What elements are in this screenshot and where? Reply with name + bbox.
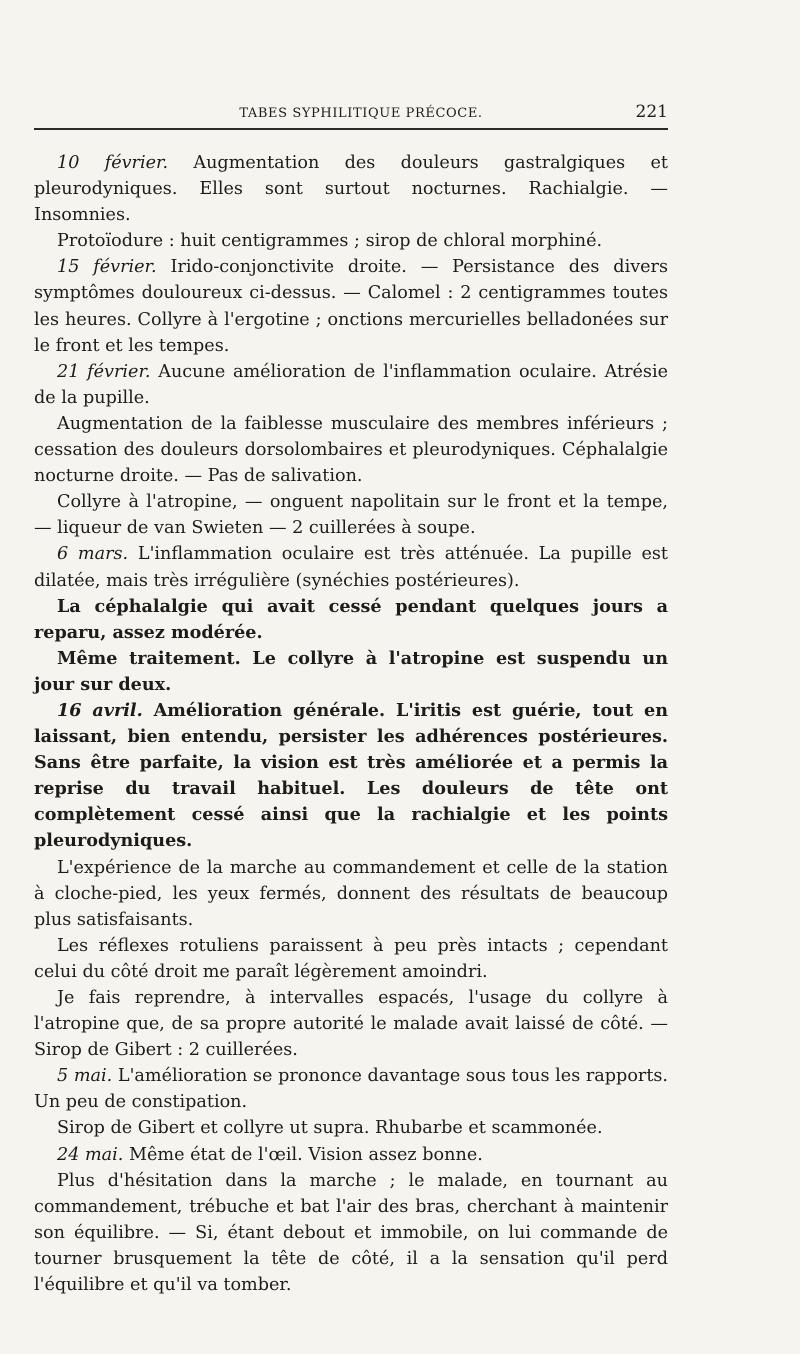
- paragraph: [34, 489, 668, 541]
- paragraph: [34, 933, 668, 985]
- running-header: [34, 100, 668, 130]
- paragraph: [34, 150, 668, 228]
- page-number: 221: [635, 102, 668, 122]
- entry-date: 15 février.: [57, 257, 157, 278]
- paragraph: [34, 411, 668, 489]
- paragraph: [34, 541, 668, 593]
- entry-date: 16 avril.: [57, 699, 143, 721]
- paragraph: [34, 594, 668, 646]
- paragraph-text: Augmentation des douleurs gastralgiques et pleurodyniques. Elles sont surtout nocturnes. Rachialgie. — Insomnies.: [34, 153, 668, 226]
- paragraph-text: L'expérience de la marche au commandement et celle de la station à cloche-pied, les yeux fermés, donnent des résultats de beaucoup plus satisfaisants.: [34, 857, 668, 930]
- paragraph: [34, 698, 668, 855]
- paragraph-text: Collyre à l'atropine, — onguent napolitain sur le front et la tempe, — liqueur de van Swieten — 2 cuillerées à soupe.: [34, 492, 668, 539]
- paragraph: [34, 254, 668, 358]
- entry-date: 6 mars.: [57, 544, 129, 565]
- paragraph-text: Plus d'hésitation dans la marche ; le malade, en tournant au commandement, trébuche et bat l'air des bras, cherchant à maintenir son équilibre. — Si, étant debout et immobile, on lui commande de tourner brusquement la tête de côté, il a la sensation qu'il perd l'équilibre et qu'il va tomber.: [34, 1170, 668, 1296]
- entry-date: 5 mai.: [57, 1066, 113, 1087]
- running-title: TABES SYPHILITIQUE PRÉCOCE.: [239, 106, 483, 121]
- paragraph: [34, 1168, 668, 1298]
- page-body: [34, 150, 668, 1298]
- paragraph-text: Irido-conjonctivite droite. — Persistance des divers symptômes douloureux ci-dessus. — Calomel : 2 centigrammes toutes les heures. Collyre à l'ergotine ; onctions mercurielles belladonées sur le front et les tempes.: [34, 257, 668, 356]
- paragraph: [34, 855, 668, 933]
- entry-date: 21 février.: [57, 361, 151, 382]
- paragraph-text: Même traitement. Le collyre à l'atropine est suspendu un jour sur deux.: [34, 647, 668, 695]
- paragraph: [34, 1115, 668, 1141]
- entry-date: 24 mai.: [57, 1144, 124, 1165]
- entry-date: 10 février.: [57, 153, 169, 173]
- paragraph-text: Protoïodure : huit centigrammes ; sirop de chloral morphiné.: [57, 231, 603, 252]
- paragraph-text: Je fais reprendre, à intervalles espacés, l'usage du collyre à l'atropine que, de sa propre autorité le malade avait laissé de côté. — Sirop de Gibert : 2 cuillerées.: [34, 988, 668, 1061]
- paragraph-text: Sirop de Gibert et collyre ut supra. Rhubarbe et scammonée.: [57, 1118, 603, 1139]
- book-page: [34, 100, 668, 1298]
- paragraph: [34, 1063, 668, 1115]
- paragraph-text: Même état de l'œil. Vision assez bonne.: [128, 1144, 483, 1165]
- paragraph-text: L'inflammation oculaire est très atténuée. La pupille est dilatée, mais très irrégulière (synéchies postérieures).: [34, 544, 668, 591]
- paragraph-text: Les réflexes rotuliens paraissent à peu près intacts ; cependant celui du côté droit me paraît légèrement amoindri.: [34, 935, 668, 982]
- paragraph: [34, 359, 668, 411]
- paragraph: [34, 646, 668, 698]
- paragraph-text: L'amélioration se prononce davantage sous tous les rapports. Un peu de constipation.: [34, 1066, 669, 1113]
- paragraph: [34, 985, 668, 1063]
- paragraph-text: La céphalalgie qui avait cessé pendant quelques jours a reparu, assez modérée.: [34, 595, 668, 643]
- paragraph-text: Augmentation de la faiblesse musculaire des membres inférieurs ; cessation des douleurs dorsolombaires et pleurodyniques. Céphalalgie nocturne droite. — Pas de salivation.: [34, 413, 668, 487]
- paragraph-text: Amélioration générale. L'iritis est guérie, tout en laissant, bien entendu, persister les adhérences postérieures. Sans être parfaite, la vision est très améliorée et a permis la reprise du travail habituel. Les douleurs de tête ont complètement cessé ainsi que la rachialgie et les points pleurodyniques.: [34, 699, 668, 852]
- paragraph: [34, 1142, 668, 1168]
- paragraph-text: Aucune amélioration de l'inflammation oculaire. Atrésie de la pupille.: [34, 361, 668, 408]
- paragraph: [34, 228, 668, 254]
